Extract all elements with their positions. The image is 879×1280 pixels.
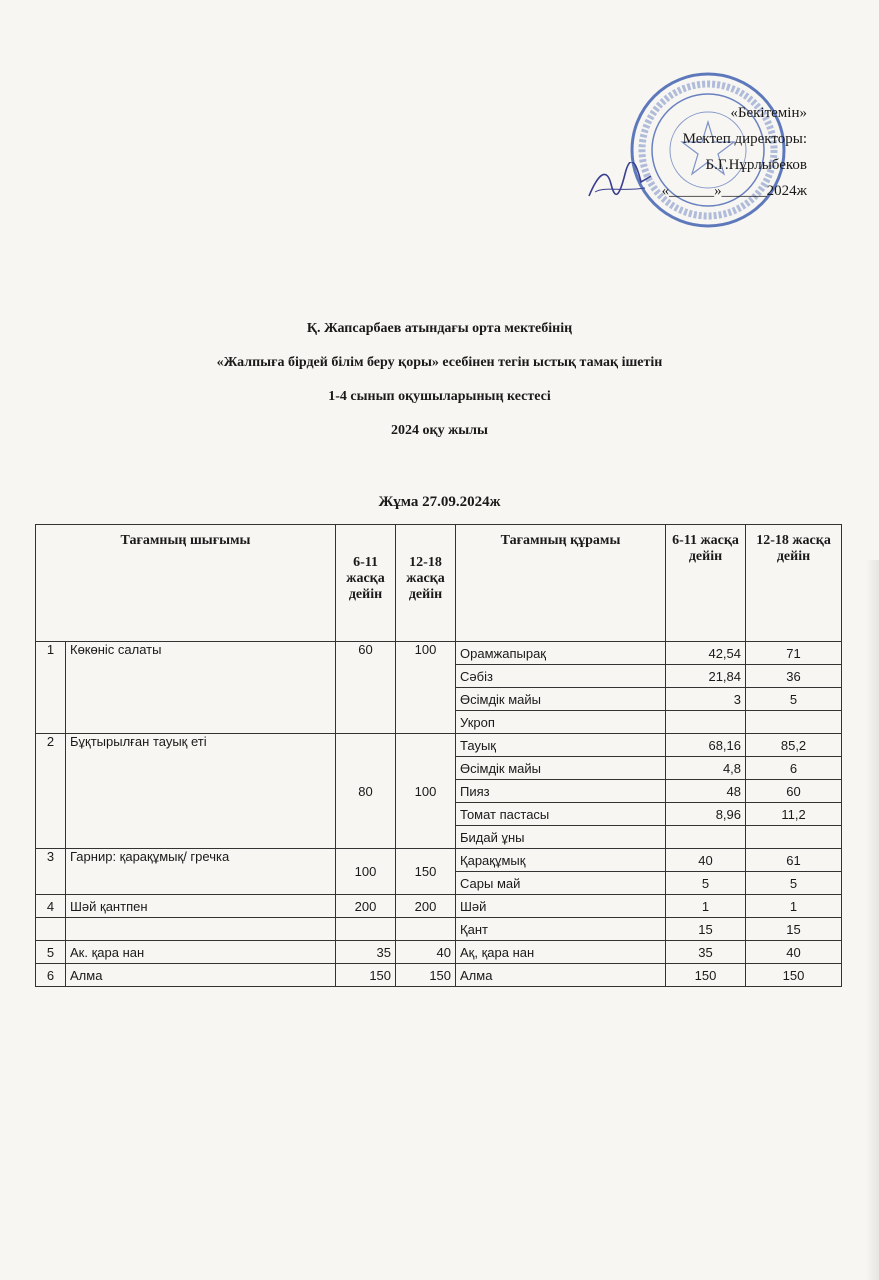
- table-row: [36, 964, 842, 987]
- dish-name: Шәй қантпен: [66, 895, 336, 918]
- dish-value-age2: 40: [396, 941, 456, 964]
- table-row: [36, 642, 842, 665]
- dish-value-age1: 150: [336, 964, 396, 987]
- ingredient-value-age2: 40: [746, 941, 842, 964]
- ingredient-value-age2: 11,2: [746, 803, 842, 826]
- table-row: [36, 941, 842, 964]
- ingredient-value-age1: 21,84: [666, 665, 746, 688]
- dish-value-age1: 80: [336, 734, 396, 849]
- dish-value-age1: 200: [336, 895, 396, 918]
- ingredient-name: Пияз: [456, 780, 666, 803]
- ingredient-value-age2: 36: [746, 665, 842, 688]
- ingredient-value-age1: 8,96: [666, 803, 746, 826]
- table-header-row: [36, 525, 842, 642]
- ingredient-value-age1: 1: [666, 895, 746, 918]
- dish-value-age2: 100: [396, 642, 456, 734]
- title-line-1: Қ. Жапсарбаев атындағы орта мектебінің: [306, 321, 573, 336]
- dish-number: 6: [36, 964, 66, 987]
- ingredient-name: Укроп: [456, 711, 666, 734]
- ingredient-value-age1: [666, 711, 746, 734]
- ingredient-value-age1: [666, 826, 746, 849]
- dish-number: 5: [36, 941, 66, 964]
- ingredient-value-age1: 5: [666, 872, 746, 895]
- header-dish: Тағамның шығымы: [36, 525, 336, 642]
- ingredient-value-age1: 68,16: [666, 734, 746, 757]
- ingredient-value-age2: 1: [746, 895, 842, 918]
- dish-value-age2: 200: [396, 895, 456, 918]
- ingredient-name: Ақ, қара нан: [456, 941, 666, 964]
- approval-block: [547, 100, 807, 204]
- dish-value-age1: 60: [336, 642, 396, 734]
- ingredient-value-age2: 5: [746, 872, 842, 895]
- ingredient-name: Тауық: [456, 734, 666, 757]
- ingredient-value-age2: 15: [746, 918, 842, 941]
- header-age1: 6-11 жасқа дейін: [336, 525, 396, 642]
- ingredient-value-age2: 60: [746, 780, 842, 803]
- ingredient-value-age1: 35: [666, 941, 746, 964]
- table-row: [36, 918, 842, 941]
- approval-title: «Бекітемін»: [730, 105, 807, 121]
- ingredient-value-age1: 4,8: [666, 757, 746, 780]
- ingredient-value-age2: 5: [746, 688, 842, 711]
- ingredient-value-age2: [746, 711, 842, 734]
- ingredient-name: Бидай ұны: [456, 826, 666, 849]
- dish-value-age2: 150: [396, 849, 456, 895]
- document-title: [0, 318, 879, 454]
- header-ing-age1: 6-11 жасқа дейін: [666, 525, 746, 642]
- dish-value-age2: 100: [396, 734, 456, 849]
- ingredient-name: Шәй: [456, 895, 666, 918]
- dish-name: Ак. қара нан: [66, 941, 336, 964]
- dish-name: Бұқтырылған тауық еті: [66, 734, 336, 849]
- empty-cell: [336, 918, 396, 941]
- page-edge-shadow: [866, 560, 879, 1280]
- header-ingredient: Тағамның құрамы: [456, 525, 666, 642]
- ingredient-value-age2: 150: [746, 964, 842, 987]
- menu-day: Жұма 27.09.2024ж: [378, 494, 501, 510]
- ingredient-value-age1: 15: [666, 918, 746, 941]
- approval-name: Б.Г.Нұрлыбеков: [705, 157, 807, 173]
- table-row: [36, 849, 842, 872]
- dish-name: Көкөніс салаты: [66, 642, 336, 734]
- approval-position: Мектеп директоры:: [682, 131, 807, 147]
- ingredient-value-age1: 150: [666, 964, 746, 987]
- ingredient-value-age1: 48: [666, 780, 746, 803]
- table-row: [36, 734, 842, 757]
- approval-date: «______»______2024ж: [661, 183, 807, 199]
- ingredient-name: Орамжапырақ: [456, 642, 666, 665]
- ingredient-name: Сары май: [456, 872, 666, 895]
- ingredient-name: Сәбіз: [456, 665, 666, 688]
- dish-number: 1: [36, 642, 66, 734]
- empty-cell: [36, 918, 66, 941]
- ingredient-name: Қарақұмық: [456, 849, 666, 872]
- dish-number: 3: [36, 849, 66, 895]
- empty-cell: [66, 918, 336, 941]
- ingredient-value-age2: 61: [746, 849, 842, 872]
- menu-table: [35, 524, 842, 987]
- header-age2: 12-18 жасқа дейін: [396, 525, 456, 642]
- dish-value-age1: 100: [336, 849, 396, 895]
- dish-name: Гарнир: қарақұмық/ гречка: [66, 849, 336, 895]
- ingredient-value-age1: 42,54: [666, 642, 746, 665]
- ingredient-value-age2: 71: [746, 642, 842, 665]
- ingredient-name: Өсімдік майы: [456, 688, 666, 711]
- dish-number: 4: [36, 895, 66, 918]
- title-line-2: «Жалпыға бірдей білім беру қоры» есебінен тегін ыстық тамақ ішетін: [216, 355, 663, 370]
- title-line-4: 2024 оқу жылы: [391, 423, 488, 438]
- ingredient-value-age2: [746, 826, 842, 849]
- ingredient-name: Алма: [456, 964, 666, 987]
- ingredient-value-age2: 6: [746, 757, 842, 780]
- ingredient-value-age2: 85,2: [746, 734, 842, 757]
- ingredient-name: Қант: [456, 918, 666, 941]
- table-row: [36, 895, 842, 918]
- title-line-3: 1-4 сынып оқушыларының кестесі: [328, 389, 551, 404]
- dish-value-age2: 150: [396, 964, 456, 987]
- ingredient-name: Өсімдік майы: [456, 757, 666, 780]
- header-ing-age2: 12-18 жасқа дейін: [746, 525, 842, 642]
- dish-name: Алма: [66, 964, 336, 987]
- ingredient-name: Томат пастасы: [456, 803, 666, 826]
- dish-value-age1: 35: [336, 941, 396, 964]
- empty-cell: [396, 918, 456, 941]
- dish-number: 2: [36, 734, 66, 849]
- ingredient-value-age1: 40: [666, 849, 746, 872]
- ingredient-value-age1: 3: [666, 688, 746, 711]
